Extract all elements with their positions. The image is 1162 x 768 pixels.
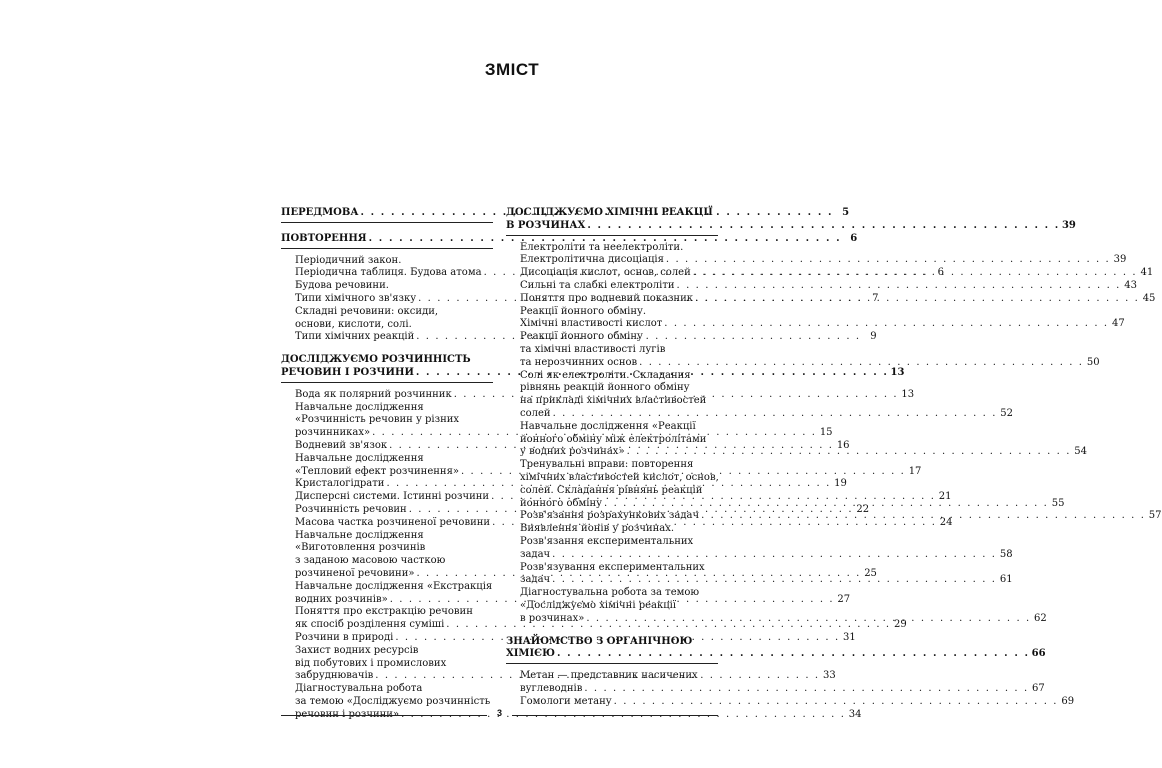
toc-entry-text: Поняття про екстракцію речовин xyxy=(295,606,473,618)
toc-page-number: 21 xyxy=(938,491,952,503)
dot-leader xyxy=(701,510,1145,523)
toc-page-number: 34 xyxy=(848,708,862,720)
toc-entry-text: Типи хімічних реакцій xyxy=(295,331,415,343)
toc-entry xyxy=(506,279,1137,293)
toc-entry xyxy=(281,453,493,466)
toc-entry xyxy=(281,696,493,709)
toc-entry xyxy=(506,306,718,319)
dot-leader xyxy=(693,267,1137,280)
toc-entry xyxy=(506,242,718,255)
toc-entry-text: як спосіб розділення суміші xyxy=(295,619,445,631)
section-rule xyxy=(506,235,718,236)
toc-page-number: 61 xyxy=(999,574,1013,586)
toc-page-number: 39 xyxy=(1061,219,1076,231)
toc-entry-text: задач xyxy=(520,574,551,586)
toc-entry-text: «Досліджуємо хімічні реакції xyxy=(520,599,677,611)
toc-entry-text: Навчальне дослідження xyxy=(295,401,424,413)
toc-entry xyxy=(506,446,1087,459)
toc-entry-text: Реакції йонного обміну. xyxy=(520,305,647,317)
toc-page-number: 13 xyxy=(890,366,905,378)
toc-entry xyxy=(281,530,493,543)
toc-entry-text: Будова речовини. xyxy=(295,280,389,292)
toc-entry xyxy=(506,434,718,447)
toc-entry xyxy=(281,555,493,568)
toc-entry-text: та нерозчинних основ xyxy=(520,356,638,368)
toc-page-number: 54 xyxy=(1074,446,1087,458)
toc-page-number: 45 xyxy=(1142,292,1156,304)
toc-page-number: 33 xyxy=(822,670,836,682)
toc-entry-text: Типи хімічного зв'язку xyxy=(295,292,417,304)
toc-entry-text: Навчальне дослідження xyxy=(295,452,424,464)
dot-leader xyxy=(677,280,1121,293)
toc-page-number: 25 xyxy=(864,567,877,579)
dot-leader xyxy=(587,220,1060,233)
toc-entry-text: Діагностувальна робота за темою xyxy=(520,587,700,599)
toc-page-number: 24 xyxy=(939,516,953,528)
toc-entry xyxy=(506,670,718,683)
toc-entry xyxy=(506,523,718,536)
toc-entry xyxy=(506,548,1013,562)
section-rule xyxy=(506,663,718,664)
toc-entry-text: за темою «Досліджуємо розчинність xyxy=(295,695,491,707)
footer-rule-right xyxy=(512,715,718,716)
toc-entry-text: рівнянь реакцій йонного обміну xyxy=(520,382,690,394)
toc-page-number: 41 xyxy=(1140,267,1154,279)
toc-entry-text: Сильні та слабкі електроліти xyxy=(520,279,675,291)
toc-entry xyxy=(506,574,1013,587)
toc-entry xyxy=(506,382,718,395)
toc-page-number: 7 xyxy=(872,292,879,304)
dot-leader xyxy=(627,446,1071,459)
toc-entry xyxy=(506,421,718,434)
toc-entry xyxy=(506,562,718,575)
toc-entry xyxy=(281,414,493,427)
toc-entry xyxy=(506,331,718,344)
toc-entry xyxy=(506,600,718,613)
toc-page-number: 66 xyxy=(1031,648,1046,660)
toc-entry xyxy=(506,682,1045,696)
footer-rule-left xyxy=(281,715,487,716)
toc-entry-text: Гомологи метану xyxy=(520,695,612,707)
toc-entry xyxy=(506,459,718,472)
toc-page-number: 31 xyxy=(843,631,856,643)
toc-entry-text: «Тепловий ефект розчинення» xyxy=(295,465,459,477)
toc-section-heading xyxy=(506,207,718,220)
toc-entry xyxy=(506,356,1100,370)
dot-leader xyxy=(639,357,1083,370)
toc-entry-text: солей xyxy=(520,407,551,419)
toc-entry xyxy=(281,319,493,332)
toc-page-number: 67 xyxy=(1032,682,1045,694)
toc-page-number: 55 xyxy=(1051,497,1065,509)
toc-entry-text: Електролітична дисоціація xyxy=(520,254,664,266)
toc-entry xyxy=(281,255,493,268)
toc-entry xyxy=(506,318,1125,331)
toc-section-heading xyxy=(506,636,718,649)
toc-page-number: 6 xyxy=(937,267,944,279)
toc-entry-text: Навчальне дослідження xyxy=(295,529,424,541)
toc-entry-text: «Розчинність речовин у різних xyxy=(295,414,460,426)
toc-entry xyxy=(281,581,493,594)
toc-entry-text: Масова частка розчиненої речовини xyxy=(295,516,491,528)
toc-entry-text: РЕЧОВИН І РОЗЧИНИ xyxy=(281,366,414,378)
dot-leader xyxy=(584,683,1028,696)
toc-entry-text: Розв'язування експериментальних xyxy=(520,561,705,573)
toc-entry-text: Поняття про водневий показник xyxy=(520,292,693,304)
toc-entry-text: Тренувальні вправи: повторення xyxy=(520,459,694,471)
toc-entry-text: Електроліти та неелектроліти. xyxy=(520,241,684,253)
toc-page-number: 5 xyxy=(842,207,850,218)
dot-leader xyxy=(666,254,1110,267)
toc-page-number: 69 xyxy=(1061,695,1075,707)
toc-section-heading xyxy=(506,648,1046,661)
toc-entry xyxy=(506,395,718,408)
toc-entry-text: йонного обміну xyxy=(520,497,603,509)
toc-entry-text: вуглеводнів xyxy=(520,682,583,694)
toc-entry xyxy=(506,292,1156,306)
toc-entry-text: в розчинах» xyxy=(520,612,585,624)
toc-entry-text: йонного обміну між електролітами xyxy=(520,433,707,445)
dot-leader xyxy=(695,293,1139,306)
toc-entry-text: ПОВТОРЕННЯ xyxy=(281,232,367,244)
toc-entry xyxy=(506,472,718,485)
page-number: 3 xyxy=(496,708,502,718)
toc-entry xyxy=(281,280,493,293)
toc-entry-text: ДОСЛІДЖУЄМО ХІМІЧНІ РЕАКЦІЇ xyxy=(506,207,713,218)
toc-entry-text: «Виготовлення розчинів xyxy=(295,542,426,554)
toc-entry xyxy=(506,407,1013,421)
toc-page-number: 52 xyxy=(1000,407,1013,419)
toc-page-number: 27 xyxy=(837,593,851,605)
toc-entry-text: задач xyxy=(520,548,551,560)
toc-page-number: 62 xyxy=(1034,612,1047,624)
toc-entry-text: В РОЗЧИНАХ xyxy=(506,219,586,231)
toc-entry-text: забруднювачів xyxy=(295,670,374,682)
section-rule xyxy=(281,382,493,383)
toc-entry-text: Розв'язання розрахункових задач xyxy=(520,510,700,522)
toc-entry-text: Вода як полярний розчинник xyxy=(295,388,452,400)
toc-entry-text: основи, кислоти, солі. xyxy=(295,318,412,330)
toc-entry-text: від побутових і промислових xyxy=(295,657,447,669)
dot-leader xyxy=(604,498,1048,511)
toc-section-heading xyxy=(281,232,858,246)
toc-page-number: 58 xyxy=(999,548,1013,560)
toc-entry-text: Хімічні властивості кислот xyxy=(520,318,663,330)
toc-entry xyxy=(281,619,907,632)
dot-leader xyxy=(553,408,997,421)
toc-entry-text: Кристалогідрати xyxy=(295,478,385,490)
toc-entry xyxy=(506,267,1154,280)
toc-page-number: 16 xyxy=(836,439,850,451)
toc-entry-text: Розв'язання експериментальних xyxy=(520,535,694,547)
toc-entry xyxy=(281,645,493,658)
section-rule xyxy=(281,248,493,249)
toc-entry-text: Метан — представник насичених xyxy=(520,670,698,682)
toc-page-number: 15 xyxy=(819,427,833,439)
toc-entry-text: розчиненої речовини» xyxy=(295,567,415,579)
page-title: ЗМІСТ xyxy=(484,60,540,79)
toc-entry-text: Складні речовини: оксиди, xyxy=(295,305,439,317)
toc-page-number: 22 xyxy=(856,503,870,515)
dot-leader xyxy=(552,574,996,587)
toc-section-heading xyxy=(281,354,493,367)
toc-entry-text: Водневий зв'язок xyxy=(295,439,388,451)
toc-entry xyxy=(281,606,493,619)
toc-entry xyxy=(281,542,493,555)
toc-entry-text: Навчальне дослідження «Екстракція xyxy=(295,580,493,592)
toc-page-number: 47 xyxy=(1111,318,1125,330)
dot-leader xyxy=(552,549,996,562)
toc-entry xyxy=(281,306,493,319)
toc-entry xyxy=(506,254,1127,267)
toc-entry-text: розчинниках» xyxy=(295,427,371,439)
dot-leader xyxy=(614,696,1058,709)
toc-entry-text: Діагностувальна робота xyxy=(295,683,423,695)
toc-entry xyxy=(506,485,718,498)
toc-entry-text: хімічних властивостей кислот, основ, xyxy=(520,471,719,483)
toc-entry xyxy=(506,344,718,357)
toc-entry-text: Дисоціація кислот, основ, солей xyxy=(520,267,691,279)
toc-entry-text: солей. Складання рівнянь реакцій xyxy=(520,484,703,496)
toc-entry-text: Виявлення йонів у розчинах. xyxy=(520,523,675,535)
toc-entry xyxy=(506,695,1075,709)
toc-entry-text: Захист водних ресурсів xyxy=(295,644,419,656)
toc-entry-text: ХІМІЄЮ xyxy=(506,648,556,660)
toc-entry-text: Періодичний закон. xyxy=(295,254,402,266)
toc-entry-text: на прикладі хімічних властивостей xyxy=(520,395,707,407)
toc-entry-text: Дисперсні системи. Істинні розчини xyxy=(295,491,490,503)
toc-entry xyxy=(506,587,718,600)
toc-entry-text: Розчинність речовин xyxy=(295,503,407,515)
toc-entry xyxy=(281,683,493,696)
toc-page-number: 17 xyxy=(908,465,922,477)
toc-page-number: 43 xyxy=(1124,279,1137,291)
toc-page-number: 19 xyxy=(834,478,847,490)
toc-entry xyxy=(506,536,718,549)
toc-entry-text: у водних розчинах» xyxy=(520,446,625,458)
dot-leader xyxy=(586,613,1030,626)
toc-page-number: 57 xyxy=(1148,510,1162,522)
section-rule xyxy=(281,222,493,223)
toc-entry xyxy=(281,658,493,671)
toc-page-number: 13 xyxy=(901,388,915,400)
toc-entry-text: водних розчинів» xyxy=(295,593,388,605)
toc-page-number: 6 xyxy=(850,232,858,244)
toc-entry-text: ЗНАЙОМСТВО З ОРГАНІЧНОЮ xyxy=(506,635,693,647)
toc-entry-text: Реакції йонного обміну xyxy=(520,331,643,343)
toc-entry-text: та хімічні властивості лугів xyxy=(520,343,666,355)
toc-entry-text: ДОСЛІДЖУЄМО РОЗЧИННІСТЬ xyxy=(281,354,471,366)
dot-leader xyxy=(664,318,1108,331)
toc-entry xyxy=(281,402,493,415)
toc-entry xyxy=(506,370,718,383)
toc-page-number: 9 xyxy=(870,331,877,343)
toc-entry-text: ПЕРЕДМОВА xyxy=(281,207,359,218)
toc-section-heading xyxy=(506,219,1076,233)
toc-page-number: 29 xyxy=(893,619,907,631)
toc-entry-text: з заданою масовою часткою xyxy=(295,555,446,567)
toc-entry-text: Навчальне дослідження «Реакції xyxy=(520,420,696,432)
dot-leader xyxy=(557,648,1030,661)
toc-entry-text: Розчини в природі xyxy=(295,631,394,643)
toc-page-number: 50 xyxy=(1086,356,1100,368)
toc-entry-text: Солі як електроліти. Складання xyxy=(520,369,691,381)
toc-entry-text: Періодична таблиця. Будова атома xyxy=(295,267,482,279)
toc-page-number: 39 xyxy=(1113,254,1127,266)
